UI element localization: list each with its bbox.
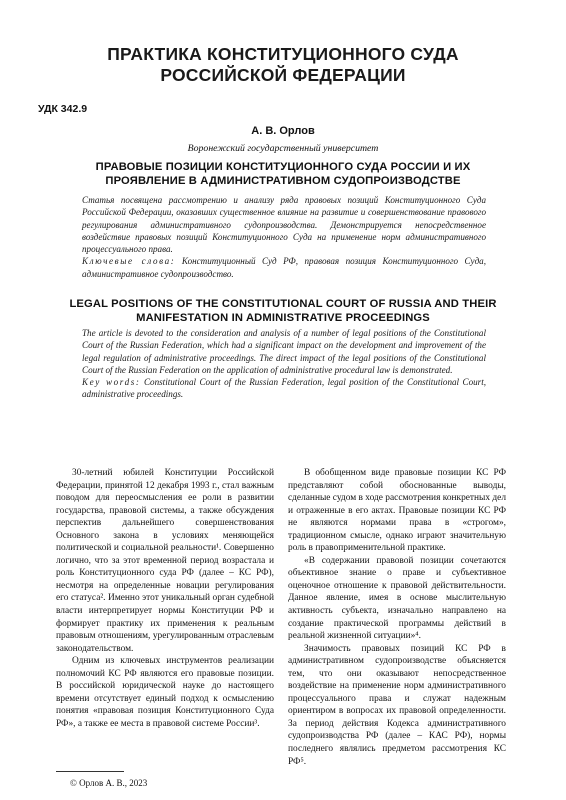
keywords-en-text: Constitutional Court of the Russian Federation, legal position of the Constitutional Court, administrative proceedings. — [82, 377, 487, 400]
keywords-en-label: Key words: — [82, 377, 141, 388]
footnote-divider — [56, 771, 124, 772]
udk-code: УДК 342.9 — [38, 103, 88, 115]
body-column-right — [288, 467, 506, 768]
keywords-ru-text: Конституционный Суд РФ, правовая позиция Конституционного Суда, административное судопроизводство. — [82, 256, 486, 279]
abstract-en-text: The article is devoted to the consideration and analysis of a number of legal positions of the Constitutional Court of the Russian Federation, which had a significant impact on the development and improvement of the legal regulation of administrative proceedings. The direct impact of the legal positions of the Constitutional Court of the Russian Federation on the application of administrative procedural law is demonstrated. — [82, 328, 486, 375]
keywords-ru-label: Ключевые слова: — [82, 256, 176, 267]
abstract-ru-text: Статья посвящена рассмотрению и анализу ряда правовых позиций Конституционного Суда Российской Федерации, оказавших существенное влияние на развитие и совершенствование правового регулирования административного судопроизводства. Демонстрируется непосредственное воздействие правовых позиций Конституционного Суда на применение норм административного процессуального права. — [82, 195, 486, 255]
body-paragraph: 30-летний юбилей Конституции Российской Федерации, принятой 12 декабря 1993 г., стал важным поводом для переосмысления ее роли в развитии государства, правовой системы, а также обсуждения перспектив дальнейшего совершенствования Основного закона в условиях меняющейся политической и социальной реальности¹. Совершенно логично, что за этот временной период возрастала и роль Конституционного суда РФ (далее – КС РФ), несмотря на определенные новации регулирования его статуса². Именно этот уникальный орган судебной власти интерпретирует нормы Конституции РФ и формирует практику их применения к реальным правовым отношениям, урегулированным отраслевым законодательством. — [56, 468, 274, 654]
keywords-ru — [82, 255, 486, 280]
author-affiliation: Воронежский государственный университет — [187, 143, 379, 154]
article-title-ru: ПРАВОВЫЕ ПОЗИЦИИ КОНСТИТУЦИОННОГО СУДА РОССИИ И ИХ ПРОЯВЛЕНИЕ В АДМИНИСТРАТИВНОМ СУДОПРОИЗВОДСТВЕ — [95, 161, 471, 187]
abstract-ru — [82, 194, 486, 280]
abstract-en — [82, 327, 486, 401]
body-paragraph: Значимость правовых позиций КС РФ в административном судопроизводстве объясняется тем, что они оказывают непосредственное воздействие на применение норм административного процессуального права и служат надежным ориентиром в вопросах их правовой определенности. За период действия Кодекса административного судопроизводства РФ (далее – КАС РФ), нормы последнего являлись предметом рассмотрения КС РФ⁵. — [288, 643, 506, 767]
body-paragraph: В обобщенном виде правовые позиции КС РФ представляют собой обоснованные выводы, сделанные судом в ходе рассмотрения конкретных дел и отраженные в его актах. Правовые позиции КС РФ не являются нормами права в «строгом», традиционном смысле, однако играют значительную роль в правоприменительной практике. — [288, 468, 506, 554]
article-title-en: LEGAL POSITIONS OF THE CONSTITUTIONAL COURT OF RUSSIA AND THEIR MANIFESTATION IN ADMINISTRATIVE PROCEEDINGS — [69, 298, 497, 324]
copyright-footnote: © Орлов А. В., 2023 — [70, 778, 148, 788]
section-title: ПРАКТИКА КОНСТИТУЦИОННОГО СУДА РОССИЙСКОЙ ФЕДЕРАЦИИ — [107, 44, 459, 85]
body-paragraph: Одним из ключевых инструментов реализации полномочий КС РФ являются его правовые позиции. В российской юридической науке до настоящего времени отсутствует единый подход к осмыслению понятия «правовая позиция Конституционного Суда РФ», а также ее места в правовой системе России³. — [56, 656, 274, 729]
author-name: А. В. Орлов — [251, 125, 315, 137]
body-paragraph: «В содержании правовой позиции сочетаются объективное знание о праве и субъективное оценочное отношение к правовой действительности. Данное явление, имея в основе мыслительную активность субъекта, изначально направлено на создание практической программы действий в реальной жизненной ситуации»⁴. — [288, 555, 506, 642]
keywords-en — [82, 376, 486, 401]
body-column-left — [56, 467, 274, 730]
